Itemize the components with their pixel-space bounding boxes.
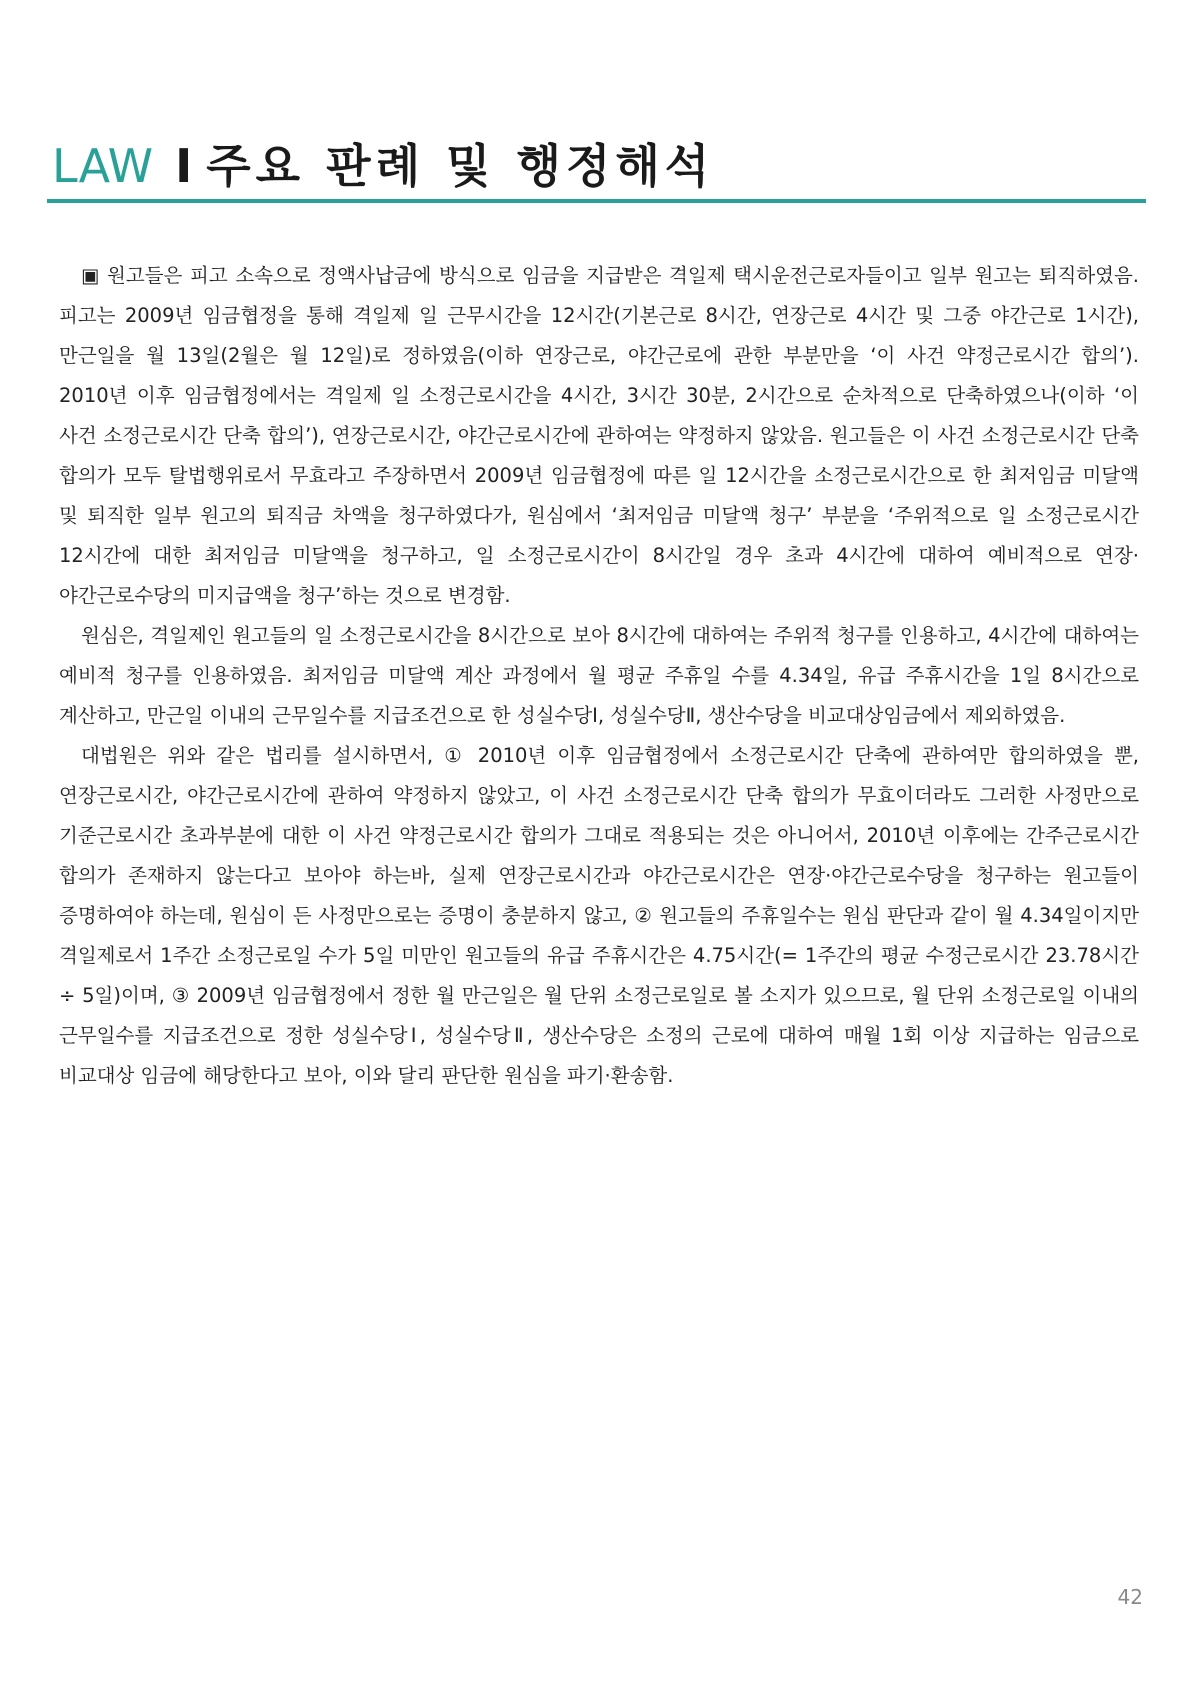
page-header bbox=[47, 130, 1146, 200]
paragraph-lower-court: 원심은, 격일제인 원고들의 일 소정근로시간을 8시간으로 보아 8시간에 대하여는 주위적 청구를 인용하고, 4시간에 대하여는 예비적 청구를 인용하였음. 최저임금 미달액 계산 과정에서 월 평균 주휴일 수를 4.34일, 유급 주휴시간을 1일 8시간으로 계산하고, 만근일 이내의 근무일수를 지급조건으로 한 성실수당Ⅰ, 성실수당Ⅱ, 생산수당을 비교대상임금에서 제외하였음. bbox=[59, 624, 1139, 727]
document-body bbox=[59, 256, 1139, 1096]
title-separator: I bbox=[175, 139, 193, 193]
section-title: 주요 판례 및 행정해석 bbox=[206, 139, 715, 193]
page-number: 42 bbox=[1117, 1585, 1143, 1609]
paragraph-supreme-court: 대법원은 위와 같은 법리를 설시하면서, ① 2010년 이후 임금협정에서 소정근로시간 단축에 관하여만 합의하였을 뿐, 연장근로시간, 야간근로시간에 관하여 약정하지 않았고, 이 사건 소정근로시간 단축 합의가 무효이더라도 그러한 사정만으로 기준근로시간 초과부분에 대한 이 사건 약정근로시간 합의가 그대로 적용되는 것은 아니어서, 2010년 이후에는 간주근로시간 합의가 존재하지 않는다고 보아야 하는바, 실제 연장근로시간과 야간근로시간은 연장·야간근로수당을 청구하는 원고들이 증명하여야 하는데, 원심이 든 사정만으로는 증명이 충분하지 않고, ② 원고들의 주휴일수는 원심 판단과 같이 월 4.34일이지만 격일제로서 1주간 소정근로일 수가 5일 미만인 원고들의 유급 주휴시간은 4.75시간(= 1주간의 평균 수정근로시간 23.78시간 ÷ 5일)이며, ③ 2009년 임금협정에서 정한 월 만근일은 월 단위 소정근로일로 볼 소지가 있으므로, 월 단위 소정근로일 이내의 근무일수를 지급조건으로 정한 성실수당Ⅰ, 성실수당Ⅱ, 생산수당은 소정의 근로에 대하여 매월 1회 이상 지급하는 임금으로 비교대상 임금에 해당한다고 보아, 이와 달리 판단한 원심을 파기·환송함. bbox=[59, 744, 1139, 1087]
section-tag: LAW bbox=[52, 139, 154, 193]
page-title bbox=[52, 138, 714, 194]
header-divider bbox=[47, 199, 1146, 203]
paragraph-case-summary: ▣ 원고들은 피고 소속으로 정액사납금에 방식으로 임금을 지급받은 격일제 택시운전근로자들이고 일부 원고는 퇴직하였음. 피고는 2009년 임금협정을 통해 격일제 일 근무시간을 12시간(기본근로 8시간, 연장근로 4시간 및 그중 야간근로 1시간), 만근일을 월 13일(2월은 월 12일)로 정하였음(이하 연장근로, 야간근로에 관한 부분만을 ‘이 사건 약정근로시간 합의’). 2010년 이후 임금협정에서는 격일제 일 소정근로시간을 4시간, 3시간 30분, 2시간으로 순차적으로 단축하였으나(이하 ‘이 사건 소정근로시간 단축 합의’), 연장근로시간, 야간근로시간에 관하여는 약정하지 않았음. 원고들은 이 사건 소정근로시간 단축 합의가 모두 탈법행위로서 무효라고 주장하면서 2009년 임금협정에 따른 일 12시간을 소정근로시간으로 한 최저임금 미달액 및 퇴직한 일부 원고의 퇴직금 차액을 청구하였다가, 원심에서 ‘최저임금 미달액 청구’ 부분을 ‘주위적으로 일 소정근로시간 12시간에 대한 최저임금 미달액을 청구하고, 일 소정근로시간이 8시간일 경우 초과 4시간에 대하여 예비적으로 연장·야간근로수당의 미지급액을 청구’하는 것으로 변경함. bbox=[59, 264, 1139, 607]
